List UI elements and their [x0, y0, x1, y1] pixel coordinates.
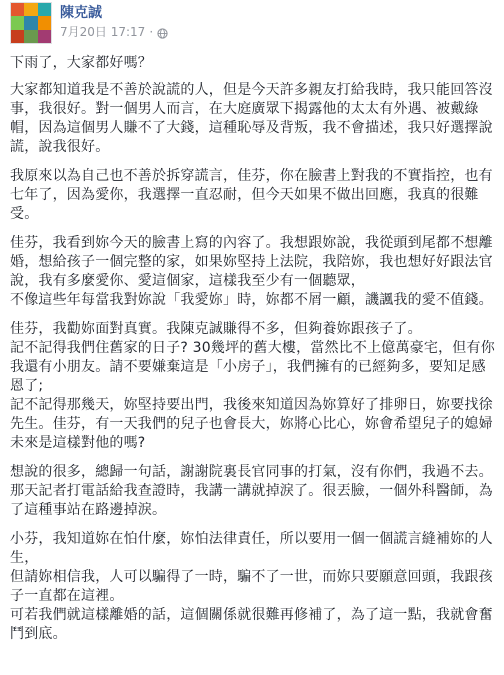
- avatar-tile: [38, 30, 51, 43]
- post-meta: [60, 2, 168, 40]
- avatar-tile: [11, 30, 24, 43]
- time-row: [60, 24, 168, 40]
- post-paragraph: 佳芬，我勸妳面對真實。我陳克誠賺得不多，但夠養妳跟孩子了。 記不記得我們住舊家的日子? 30幾坪的舊大樓，當然比不上億萬豪宅，但有你我還有小朋友。請不要嫌棄這是「小房子」，我們擁有的已經夠多，要知足感恩了; 記不記得那幾天，妳堅持要出門，我後來知道因為妳算好了排卵日，妳要找徐先生。佳芬，有一天我們的兒子也會長大，妳將心比心，妳會希望兒子的媳婦未來是這樣對他的嗎?: [10, 321, 495, 451]
- globe-icon[interactable]: [157, 27, 168, 38]
- post-paragraph: 下雨了，大家都好嗎？: [10, 55, 152, 71]
- post-paragraph: 佳芬，我看到妳今天的臉書上寫的內容了。我想跟妳說，我從頭到尾都不想離婚，想給孩子一個完整的家，如果妳堅持上法院，我陪妳，我也想好好跟法官說，我有多麼愛你、愛這個家，這樣我至少有一個聽眾， 不像這些年每當我對妳說「我愛妳」時，妳都不屑一顧，譏諷我的愛不值錢。: [10, 235, 493, 308]
- meta-separator: ·: [149, 25, 154, 39]
- avatar-tile: [11, 3, 24, 16]
- avatar[interactable]: [10, 2, 52, 44]
- avatar-tile: [11, 16, 24, 29]
- post-paragraph: 小芬，我知道妳在怕什麼，妳怕法律責任，所以要用一個一個謊言縫補妳的人生， 但請妳相信我，人可以騙得了一時，騙不了一世，而妳只要願意回頭，我跟孩子一直都在這裡。 可若我們就這樣離婚的話，這個關係就很難再修補了，為了這一點，我就會奮鬥到底。: [10, 531, 493, 642]
- avatar-tile: [24, 16, 37, 29]
- post-paragraph: 大家都知道我是不善於說謊的人，但是今天許多親友打給我時，我只能回答沒事，我很好。對一個男人而言，在大庭廣眾下揭露他的太太有外遇、被戴綠帽，因為這個男人賺不了大錢，這種恥辱及背叛，我不會描述，我只好選擇說謊，說我很好。: [10, 82, 493, 155]
- author-name-link[interactable]: 陳克誠: [60, 5, 102, 21]
- avatar-tile: [24, 30, 37, 43]
- post-body: [10, 54, 496, 644]
- post-paragraph: 想說的很多，總歸一句話，謝謝院裏長官同事的打氣，沒有你們，我過不去。那天記者打電話給我查證時，我講一講就掉淚了。很丟臉，一個外科醫師，為了這種事站在路邊掉淚。: [10, 464, 493, 518]
- post-header: [10, 0, 496, 50]
- avatar-tile: [38, 16, 51, 29]
- avatar-tile: [24, 3, 37, 16]
- post-timestamp[interactable]: 7月20日 17:17: [60, 25, 146, 39]
- avatar-tile: [38, 3, 51, 16]
- post-paragraph: 我原來以為自己也不善於拆穿謊言，佳芬，你在臉書上對我的不實指控，也有七年了，因為愛你，我選擇一直忍耐，但今天如果不做出回應，我真的很難受。: [10, 168, 493, 222]
